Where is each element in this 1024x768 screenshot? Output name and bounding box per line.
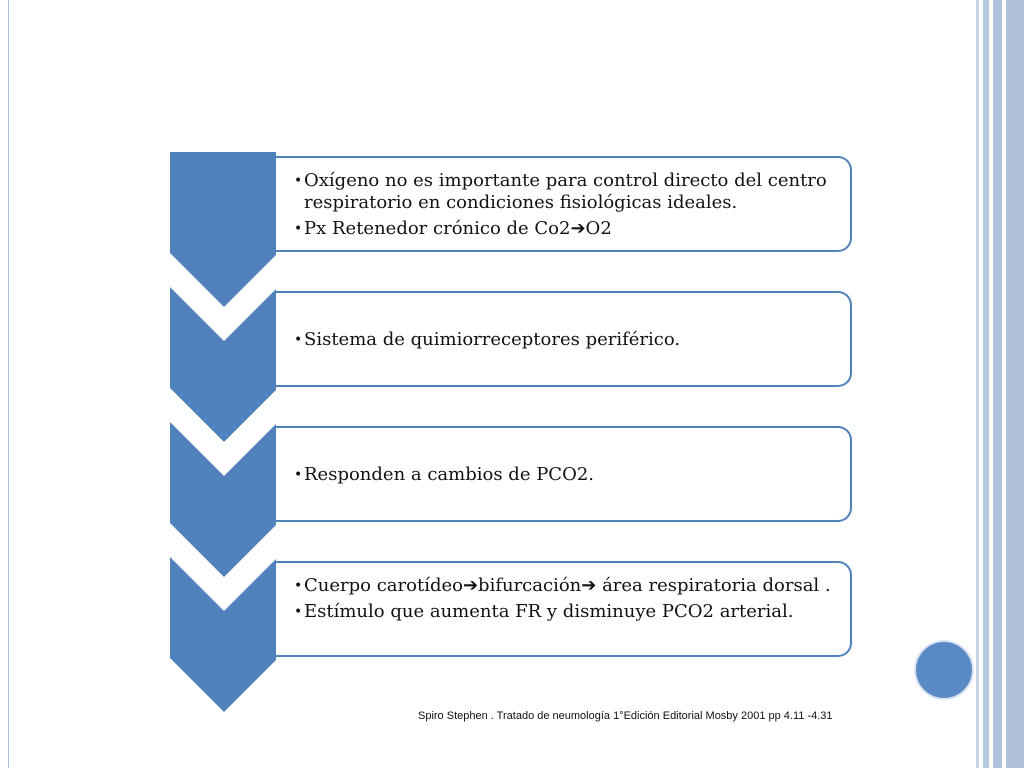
step-3-bullets xyxy=(294,464,836,490)
step-box-4 xyxy=(276,561,852,657)
chevron-3 xyxy=(170,422,276,577)
chevron-1 xyxy=(170,152,276,307)
step-1-bullets xyxy=(294,170,836,244)
chevron-4 xyxy=(170,557,276,712)
citation-text: Spiro Stephen . Tratado de neumología 1°Edición Editorial Mosby 2001 pp 4.11 -4.31 xyxy=(418,710,833,722)
step-4-bullet-2: • Estímulo que aumenta FR y disminuye PCO2 arterial. xyxy=(294,601,836,623)
step-4-bullets xyxy=(294,575,836,627)
step-box-2 xyxy=(276,291,852,387)
step-4-bullet-1: • Cuerpo carotídeo➔bifurcación➔ área respiratoria dorsal . xyxy=(294,575,836,597)
decorative-circle xyxy=(914,640,974,700)
step-box-3 xyxy=(276,426,852,522)
step-3-bullet-1: • Responden a cambios de PCO2. xyxy=(294,464,836,486)
chevron-2 xyxy=(170,287,276,442)
step-1-bullet-1: • Oxígeno no es importante para control directo del centro respiratorio en condiciones fisiológicas ideales. xyxy=(294,170,836,214)
step-1-bullet-2: • Px Retenedor crónico de Co2➔O2 xyxy=(294,218,836,240)
step-2-bullet-1: • Sistema de quimiorreceptores periférico. xyxy=(294,329,836,351)
step-box-1 xyxy=(276,156,852,252)
step-2-bullets xyxy=(294,329,836,355)
